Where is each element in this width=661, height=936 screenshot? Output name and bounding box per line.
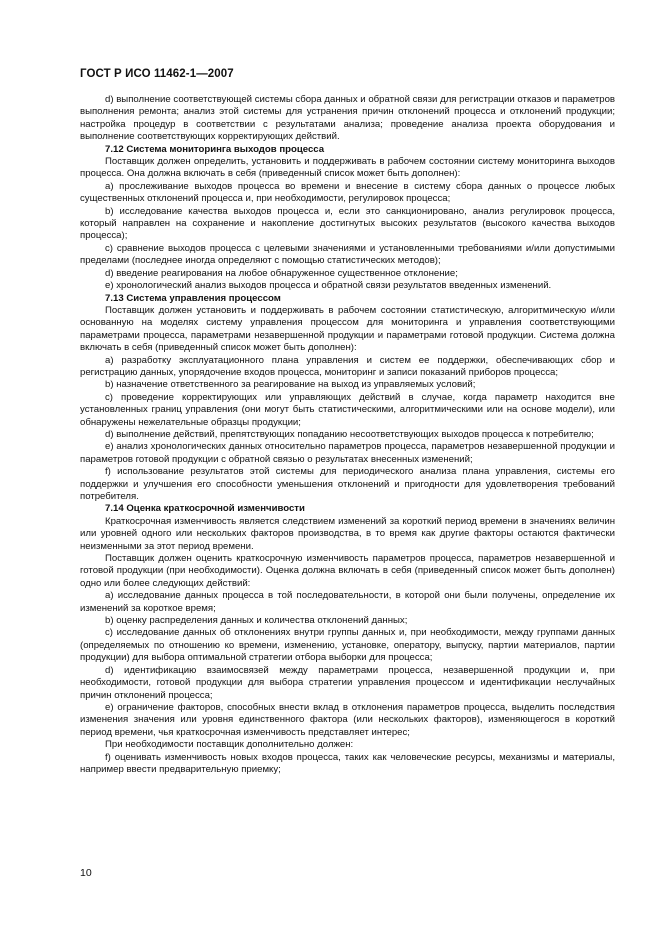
list-item: b) исследование качества выходов процесса и, если это санкционировано, анализ регулировок процесса, который направлен на сохранение и накопление достигнутых высоких результатов (высокого качества выходов процесса);: [80, 205, 615, 242]
list-item: d) выполнение действий, препятствующих попаданию несоответствующих выходов процесса к потребителю;: [105, 428, 594, 440]
list-item: a) разработку эксплуатационного плана управления и систем ее поддержки, обеспечивающих сбор и регистрацию данных, упорядочение входов процесса, мониторинг и записи показаний приборов процесса;: [80, 354, 615, 378]
list-item: a) исследование данных процесса в той последовательности, в которой они были получены, определение их изменений за короткое время;: [80, 590, 615, 614]
list-item: b) назначение ответственного за реагирование на выход из управляемых условий;: [105, 379, 476, 391]
paragraph: Краткосрочная изменчивость является следствием изменений за короткий период времени в значениях величин или уровней одного или нескольких факторов производства, в то время как другие факторы остаются фактически неизменными за этот период времени.: [80, 515, 615, 552]
list-item: c) исследование данных об отклонениях внутри группы данных и, при необходимости, между группами данных (определяемых по отношению ко времени, изменению, установке, оператору, выпуску, партии материалов, партии продукции) для выбора оптимальной стратегии отбора выборки для процесса;: [80, 627, 615, 664]
list-item: f) оценивать изменчивость новых входов процесса, таких как человеческие ресурсы, механизмы и материалы, например ввести предварительную приемку;: [80, 751, 615, 775]
list-item: f) использование результатов этой системы для периодического анализа плана управления, системы его поддержки и улучшения его способности уменьшения отклонений и пригодности для удовлетворения требований потребителя.: [80, 466, 615, 502]
list-item: e) анализ хронологических данных относительно параметров процесса, параметров незавершенной продукции и параметров готовой продукции с обратной связью о результатах внесенных изменений;: [80, 441, 615, 465]
paragraph: d) выполнение соответствующей системы сбора данных и обратной связи для регистрации отказов и параметров выполнения ремонта; анализ этой системы для устранения причин отклонений процесса и отклонений продукции; настройка процедур в соответствии с результатами анализа; проведение анализа проекта оборудования и выполнение соответствующих корректирующих действий.: [80, 94, 615, 143]
paragraph: При необходимости поставщик дополнительно должен:: [105, 739, 354, 751]
list-item: e) хронологический анализ выходов процесса и обратной связи результатов введенных изменений.: [105, 280, 552, 292]
document-header: ГОСТ Р ИСО 11462-1—2007: [80, 68, 234, 80]
list-item: b) оценку распределения данных и количества отклонений данных;: [105, 615, 408, 627]
paragraph: Поставщик должен определить, установить и поддерживать в рабочем состоянии систему мониторинга выходов процесса. Она должна включать в себя (приведенный список может быть дополнен):: [80, 156, 615, 180]
list-item: c) проведение корректирующих или управляющих действий в случае, когда параметр находится вне установленных границ управления (они могут быть статистическими, алгоритмическими или на основе модели), или обнаружены нежелательные образцы продукции;: [80, 391, 615, 428]
list-item: a) прослеживание выходов процесса во времени и внесение в систему сбора данных о процессе любых существенных отклонений процесса и, при необходимости, регулировок процесса;: [80, 180, 615, 205]
section-heading-7-12: 7.12 Система мониторинга выходов процесса: [105, 143, 325, 155]
document-body: [80, 94, 615, 776]
page-number: 10: [80, 867, 92, 879]
list-item: e) ограничение факторов, способных внести вклад в отклонения параметров процесса, выделить последствия изменения значения или уровня единственного фактора (или нескольких факторов), изменяющегося в короткий период времени, чья краткосрочная изменчивость представляет интерес;: [80, 701, 615, 738]
section-heading-7-14: 7.14 Оценка краткосрочной изменчивости: [105, 503, 305, 515]
section-heading-7-13: 7.13 Система управления процессом: [105, 292, 281, 304]
list-item: d) идентификацию взаимосвязей между параметрами процесса, незавершенной продукции и, при необходимости, готовой продукции для выбора стратегии управления процессом и идентификации неслучайных причин отклонений процесса;: [80, 664, 615, 701]
list-item: d) введение реагирования на любое обнаруженное существенное отклонение;: [105, 267, 458, 279]
paragraph: Поставщик должен оценить краткосрочную изменчивость параметров процесса, параметров незавершенной и готовой продукции (при необходимости). Оценка должна включать в себя (приведенный список может быть дополнен) одно или более следующих действий:: [80, 553, 615, 589]
list-item: c) сравнение выходов процесса с целевыми значениями и установленными требованиями и/или допустимыми пределами (последнее иногда определяют с помощью статистических методов);: [80, 242, 615, 267]
paragraph: Поставщик должен установить и поддерживать в рабочем состоянии статистическую, алгоритмическую и/или основанную на моделях систему управления процессом для мониторинга и управления соответствующими параметрами процесса, параметрами незавершенной продукции и параметрами готовой продукции. Система должна включать в себя (приведенный список может быть дополнен):: [80, 304, 615, 354]
